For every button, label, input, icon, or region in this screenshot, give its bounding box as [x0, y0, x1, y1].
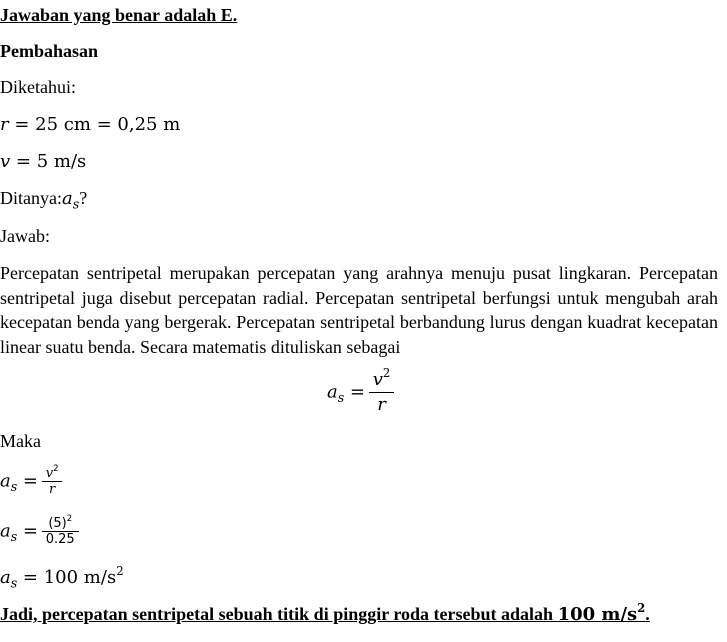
- step-2-lhs-subscript: s: [10, 528, 18, 544]
- step-1-numerator-exponent: 2: [53, 463, 59, 474]
- formula-numerator-exponent: 2: [382, 365, 391, 380]
- section-heading: [0, 41, 98, 62]
- step-3: [0, 563, 124, 591]
- asked-label: Ditanya:: [0, 188, 62, 208]
- radius-variable: r: [0, 114, 9, 135]
- step-2: [0, 513, 77, 547]
- answer-line: [0, 5, 237, 26]
- asked-question-mark: ?: [79, 188, 88, 208]
- formula-fraction: [371, 365, 393, 417]
- step-2-denominator: 0.25: [42, 531, 79, 547]
- answer-label: [0, 226, 50, 247]
- known-radius: [0, 114, 180, 135]
- step-2-fraction: [44, 513, 77, 547]
- answer-label-text: Jawab:: [0, 226, 50, 246]
- formula-numerator: [371, 365, 393, 392]
- conclusion-period: .: [645, 604, 650, 624]
- step-1-numerator: [44, 463, 61, 481]
- known-label: [0, 77, 76, 98]
- velocity-value: = 5 m/s: [10, 151, 87, 172]
- known-label-text: Diketahui:: [0, 77, 76, 97]
- then-label: [0, 431, 41, 452]
- asked-variable: a: [61, 188, 73, 209]
- step-1-denominator: r: [42, 481, 63, 497]
- step-1-fraction: [44, 463, 61, 497]
- formula-denominator: r: [369, 392, 395, 417]
- radius-value: = 25 cm = 0,25 m: [8, 114, 181, 135]
- formula-equals: =: [344, 381, 371, 403]
- step-2-equals: =: [17, 520, 44, 542]
- conclusion-exponent: 2: [637, 600, 646, 615]
- step-1: [0, 463, 60, 497]
- step-3-exponent: 2: [116, 563, 124, 578]
- asked-subscript: s: [72, 196, 80, 212]
- step-1-numerator-var: v: [45, 466, 54, 481]
- conclusion-text: Jadi, percepatan sentripetal sebuah titik di pinggir roda tersebut adalah: [0, 604, 558, 624]
- formula-lhs-subscript: s: [337, 389, 345, 405]
- known-velocity: [0, 151, 86, 172]
- step-1-lhs: a: [0, 470, 11, 492]
- step-1-equals: =: [17, 470, 44, 492]
- step-2-numerator: [46, 513, 74, 531]
- explanation-paragraph: Percepatan sentripetal merupakan percepatan yang arahnya menuju pusat lingkaran. Percepatan sentripetal juga disebut percepatan radial. Percepatan sentripetal berfungsi untuk mengubah arah kecepatan benda yang bergerak. Percepatan sentripetal berbandung lurus dengan kuadrat kecepatan linear suatu benda. Secara matematis dituliskan sebagai: [0, 263, 718, 357]
- formula-lhs: a: [327, 381, 338, 403]
- step-2-lhs: a: [0, 520, 11, 542]
- asked-line: [0, 188, 88, 212]
- step-3-lhs-subscript: s: [10, 575, 18, 591]
- step-2-numerator-exponent: 2: [66, 513, 73, 524]
- conclusion-line: [0, 600, 650, 625]
- centripetal-formula: [327, 365, 392, 417]
- step-3-lhs: a: [0, 567, 11, 588]
- step-3-value: = 100 m/s: [17, 567, 117, 588]
- heading-text: Pembahasan: [0, 41, 99, 61]
- formula-numerator-var: v: [372, 369, 383, 390]
- step-1-lhs-subscript: s: [10, 478, 18, 494]
- answer-text: Jawaban yang benar adalah E.: [0, 5, 238, 25]
- velocity-variable: v: [0, 151, 11, 172]
- conclusion-value: 100 m/s: [557, 604, 638, 625]
- then-label-text: Maka: [0, 431, 41, 451]
- step-2-numerator-value: (5): [48, 516, 67, 531]
